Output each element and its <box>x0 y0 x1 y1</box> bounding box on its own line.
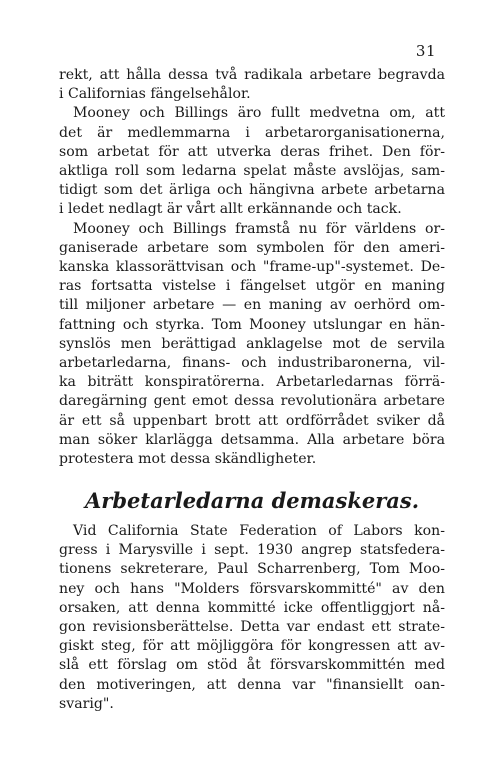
text-line: det är medlemmarna i arbetarorganisationerna, <box>59 124 445 141</box>
body-text-lower <box>59 522 445 714</box>
text-line: till miljoner arbetare — en maning av oerhörd om- <box>59 297 445 314</box>
text-line: gon revisionsberättelse. Detta var endast ett strate- <box>59 619 445 636</box>
text-line: giskt steg, för att möjliggöra för kongressen att av- <box>59 638 445 655</box>
text-line: tionens sekreterare, Paul Scharrenberg, Tom Moo- <box>59 561 445 578</box>
text-line: den motiveringen, att denna var "finansiellt oan- <box>59 676 445 693</box>
text-line: synslös men berättigad anklagelse mot de servila <box>59 335 445 352</box>
text-line: är ett så uppenbart brott att ordförrådet sviker då <box>59 412 445 429</box>
text-line: Mooney och Billings äro fullt medvetna om, att <box>73 105 445 122</box>
text-line: ras fortsatta vistelse i fängelset utgör en maning <box>59 278 445 295</box>
text-line: tidigt som det ärliga och hängivna arbete arbetarna <box>59 182 445 199</box>
text-line: aktliga roll som ledarna spelat måste avslöjas, sam- <box>59 163 445 180</box>
text-line: daregärning gent emot dessa revolutionära arbetare <box>59 393 445 410</box>
text-line: gress i Marysville i sept. 1930 angrep statsfedera- <box>59 542 445 559</box>
text-line: i ledet nedlagt är vårt allt erkännande och tack. <box>59 201 402 218</box>
text-line: protestera mot dessa skändligheter. <box>59 451 317 468</box>
text-line: rekt, att hålla dessa två radikala arbetare begravda <box>59 67 445 83</box>
text-line: ka biträtt konspiratörerna. Arbetarledarnas förrä- <box>59 374 445 391</box>
page-number: 31 <box>415 42 436 60</box>
text-line: orsaken, att denna kommitté icke offentliggjort nå- <box>59 599 445 616</box>
text-line: ney och hans "Molders försvarskommitté" av den <box>59 580 445 597</box>
body-text-upper <box>59 66 445 469</box>
text-line: ganiserade arbetare som symbolen för den ameri- <box>59 239 445 256</box>
text-line: kanska klassorättvisan och "frame-up"-systemet. De- <box>59 259 445 276</box>
text-line: fattning och styrka. Tom Mooney utslungar en hän- <box>59 316 445 333</box>
text-line: svarig". <box>59 695 114 712</box>
text-line: man söker klarlägga detsamma. Alla arbetare böra <box>59 431 445 448</box>
text-line: Mooney och Billings framstå nu för världens or- <box>73 220 445 237</box>
text-line: slå ett förslag om stöd åt försvarskommittén med <box>59 657 445 674</box>
text-line: i Californias fängelsehålor. <box>59 86 251 103</box>
text-line: arbetarledarna, finans- och industribaronerna, vil- <box>59 355 445 372</box>
section-heading: Arbetarledarna demaskeras. <box>84 488 420 513</box>
text-line: som arbetat för att utverka deras frihet. Den för- <box>59 143 445 160</box>
text-line: Vid California State Federation of Labors kon- <box>73 523 445 539</box>
